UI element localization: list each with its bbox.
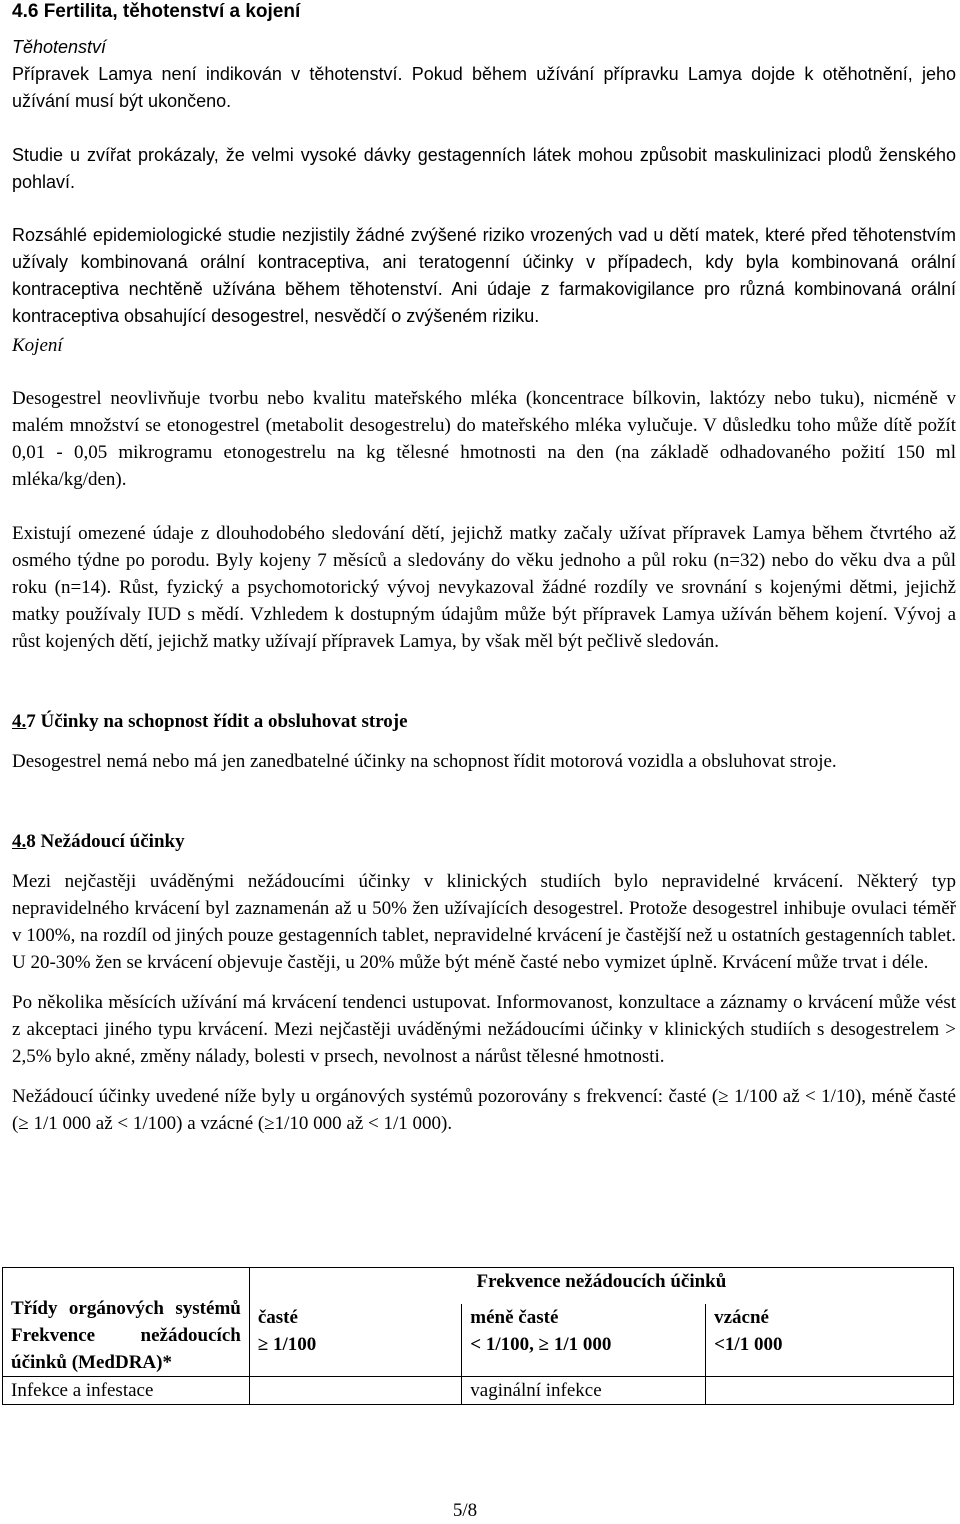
common-header-range: ≥ 1/100 bbox=[257, 1334, 317, 1356]
common-cell bbox=[249, 1377, 461, 1405]
adverse-effects-paragraph-1: Mezi nejčastěji uváděnými nežádoucími účinky v klinických studiích bylo nepravidelné krvácení. Některý typ nepravidelného krvácení byl zaznamenán až u 50% žen užívajících desogestrel. Protože desogestrel inhibuje ovulaci téměř v 100%, na rozdíl od jiných pouze gestagenních tablet, nepravidelné krvácení je častější než u ostatních gestagenních tablet. U 20-30% žen se krvácení objevuje častěji, u 20% může být méně časté nebo vymizet úplně. Krvácení může trvat i déle. bbox=[12, 871, 956, 973]
uncommon-header-label: méně časté bbox=[470, 1307, 559, 1329]
breastfeeding-paragraph-1: Desogestrel neovlivňuje tvorbu nebo kvalitu mateřského mléka (koncentrace bílkovin, laktózy nebo tuku), nicméně v malém množství se etonogestrel (metabolit desogestrelu) do mateřského mléka vylučuje. V důsledku toho může dítě požít 0,01 - 0,05 mikrogramu etonogestrelu na kg tělesné hmotnosti na den (na základě odhadovaného požití 150 ml mléka/kg/den). bbox=[12, 388, 956, 490]
table-header-row-top bbox=[3, 1268, 954, 1305]
pregnancy-paragraph-2: Studie u zvířat prokázaly, že velmi vysoké dávky gestagenních látek mohou způsobit maskulinizaci plodů ženského pohlaví. bbox=[12, 145, 956, 192]
section-4-7-heading: 4.7 Účinky na schopnost řídit a obsluhovat stroje bbox=[12, 711, 408, 732]
rare-header-label: vzácné bbox=[714, 1307, 769, 1329]
pregnancy-paragraph-3: Rozsáhlé epidemiologické studie nezjistily žádné zvýšené riziko vrozených vad u dětí matek, které před těhotenstvím užívaly kombinovaná orální kontraceptiva, ani teratogenní účinky v případech, kdy byla kombinovaná orální kontraceptiva nechtěně užívána během těhotenství. Ani údaje z farmakovigilance pro různá kombinovaná orální kontraceptiva obsahující desogestrel, nesvědčí o zvýšeném riziku. bbox=[12, 225, 956, 326]
page-number: 5/8 bbox=[452, 1500, 478, 1521]
common-header-label: časté bbox=[257, 1307, 298, 1329]
breastfeeding-paragraph-2: Existují omezené údaje z dlouhodobého sledování dětí, jejichž matky začaly užívat přípravek Lamya během čtvrtého až osmého týdne po porodu. Byly kojeny 7 měsíců a sledovány do věku jednoho a půl roku (n=32) nebo do věku dva a půl roku (n=14). Růst, fyzický a psychomotorický vývoj nevykazoval žádné rozdíly ve srovnání s kojenými dětmi, jejichž matky používaly IUD s mědí. Vzhledem k dostupným údajům může být přípravek Lamya užíván během kojení. Vývoj a růst kojených dětí, jejichž matky užívají přípravek Lamya, by však měl být pečlivě sledován. bbox=[12, 523, 956, 652]
frequency-header: Frekvence nežádoucích účinků bbox=[476, 1271, 727, 1292]
uncommon-header-cell bbox=[462, 1304, 706, 1376]
common-header-cell bbox=[249, 1304, 461, 1376]
uncommon-cell: vaginální infekce bbox=[462, 1377, 706, 1405]
document-page bbox=[12, 0, 956, 1137]
section-4-8-heading: 4.8 Nežádoucí účinky bbox=[12, 831, 185, 852]
organ-cell: Infekce a infestace bbox=[3, 1377, 250, 1405]
organ-class-header-cell bbox=[3, 1268, 250, 1377]
rare-header-range: <1/1 000 bbox=[714, 1334, 783, 1356]
pregnancy-paragraph-1: Přípravek Lamya není indikován v těhotenství. Pokud během užívání přípravku Lamya dojde k otěhotnění, jeho užívání musí být ukončeno. bbox=[12, 64, 956, 111]
organ-class-header: Třídy orgánových systémů Frekvence nežádoucích účinků (MedDRA)* bbox=[11, 1298, 241, 1373]
adverse-effects-table bbox=[2, 1267, 954, 1405]
pregnancy-subheading: Těhotenství bbox=[12, 37, 107, 57]
uncommon-header-range: < 1/100, ≥ 1/1 000 bbox=[470, 1334, 612, 1356]
frequency-header-cell bbox=[249, 1268, 953, 1305]
section-4-7-paragraph: Desogestrel nemá nebo má jen zanedbatelné účinky na schopnost řídit motorová vozidla a obsluhovat stroje. bbox=[12, 751, 837, 772]
section-4-6-heading: 4.6 Fertilita, těhotenství a kojení bbox=[12, 1, 301, 22]
table-row bbox=[3, 1377, 954, 1405]
rare-cell bbox=[706, 1377, 954, 1405]
adverse-effects-paragraph-2: Po několika měsících užívání má krvácení tendenci ustupovat. Informovanost, konzultace a záznamy o krvácení může vést z akceptaci jiného typu krvácení. Mezi nejčastěji uváděnými nežádoucími účinky v klinických studiích s desogestrelem > 2,5% bylo akné, změny nálady, bolesti v prsech, nevolnost a nárůst tělesné hmotnosti. bbox=[12, 992, 956, 1067]
rare-header-cell bbox=[706, 1304, 954, 1376]
adverse-effects-paragraph-3: Nežádoucí účinky uvedené níže byly u orgánových systémů pozorovány s frekvencí: časté (≥ 1/100 až < 1/10), méně časté (≥ 1/1 000 až < 1/100) a vzácné (≥1/10 000 až < 1/1 000). bbox=[12, 1086, 956, 1134]
breastfeeding-subheading: Kojení bbox=[12, 335, 63, 356]
